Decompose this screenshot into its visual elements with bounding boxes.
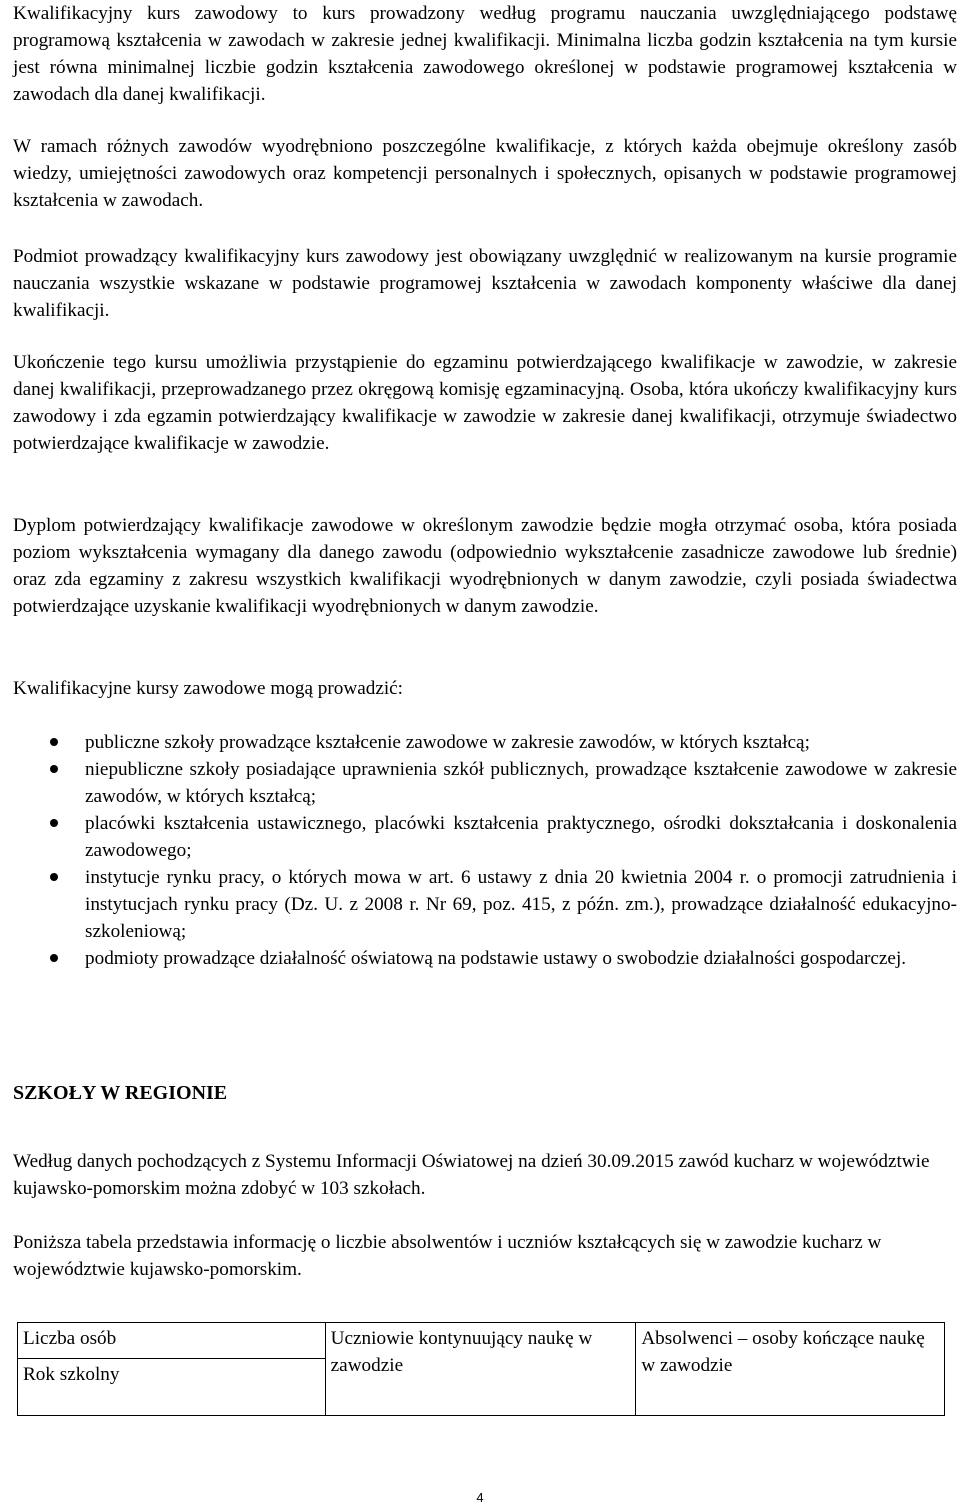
bullet-icon	[50, 819, 58, 827]
table-header-cell	[18, 1323, 326, 1416]
paragraph-providers-intro: Kwalifikacyjne kursy zawodowe mogą prowadzić:	[13, 678, 404, 699]
table-header-year: Rok szkolny	[18, 1358, 325, 1413]
bullet-icon	[50, 738, 58, 746]
list-item-text: instytucje rynku pracy, o których mowa w art. 6 ustawy z dnia 20 kwietnia 2004 r. o promocji zatrudnienia i instytucjach rynku pracy (Dz. U. z 2008 r. Nr 69, poz. 415, z późn. zm.), prowadzące działalność edukacyjno-szkoleniową;	[85, 867, 957, 942]
bullet-icon	[50, 873, 58, 881]
table-header-graduates: Absolwenci – osoby kończące naukę w zawodzie	[636, 1323, 945, 1416]
paragraph-qualifications: W ramach różnych zawodów wyodrębniono poszczególne kwalifikacje, z których każda obejmuje określony zasób wiedzy, umiejętności zawodowych oraz kompetencji personalnych i społecznych, opisanych w podstawie programowej kształcenia w zawodach.	[13, 136, 957, 211]
bullet-icon	[50, 954, 58, 962]
paragraph-table-intro: Poniższa tabela przedstawia informację o liczbie absolwentów i uczniów kształcących się w zawodzie kucharz w województwie kujawsko-pomorskim.	[13, 1232, 882, 1280]
page-number: 4	[476, 1490, 484, 1505]
students-table	[17, 1322, 945, 1416]
paragraph-schools-count: Według danych pochodzących z Systemu Informacji Oświatowej na dzień 30.09.2015 zawód kucharz w województwie kujawsko-pomorskim można zdobyć w 103 szkołach.	[13, 1151, 930, 1199]
list-item-text: publiczne szkoły prowadzące kształcenie zawodowe w zakresie zawodów, w których kształcą;	[85, 732, 810, 753]
list-item	[13, 810, 957, 864]
paragraph-exam: Ukończenie tego kursu umożliwia przystąpienie do egzaminu potwierdzającego kwalifikacje w zawodzie, w zakresie danej kwalifikacji, przeprowadzanego przez okręgową komisję egzaminacyjną. Osoba, która ukończy kwalifikacyjny kurs zawodowy i zda egzamin potwierdzający kwalifikacje w zawodzie w zakresie danej kwalifikacji, otrzymuje świadectwo potwierdzające kwalifikacje w zawodzie.	[13, 352, 957, 454]
list-item-text: niepubliczne szkoły posiadające uprawnienia szkół publicznych, prowadzące kształcenie zawodowe w zakresie zawodów, w których kształcą;	[85, 759, 957, 807]
list-item-text: placówki kształcenia ustawicznego, placówki kształcenia praktycznego, ośrodki dokształcania i doskonalenia zawodowego;	[85, 813, 957, 861]
paragraph-diploma: Dyplom potwierdzający kwalifikacje zawodowe w określonym zawodzie będzie mogła otrzymać osoba, która posiada poziom wykształcenia wymagany dla danego zawodu (odpowiednio wykształcenie zasadnicze zawodowe lub średnie) oraz zda egzaminy z zakresu wszystkich kwalifikacji wyodrębnionych w danym zawodzie, czyli posiada świadectwa potwierdzające uzyskanie kwalifikacji wyodrębnionych w danym zawodzie.	[13, 515, 957, 617]
list-item	[13, 756, 957, 810]
paragraph-course-provider: Podmiot prowadzący kwalifikacyjny kurs zawodowy jest obowiązany uwzględnić w realizowanym na kursie programie nauczania wszystkie wskazane w podstawie programowej kształcenia w zawodach komponenty właściwe dla danej kwalifikacji.	[13, 246, 957, 321]
list-item-text: podmioty prowadzące działalność oświatową na podstawie ustawy o swobodzie działalności gospodarczej.	[85, 948, 907, 969]
table-header-count: Liczba osób	[23, 1328, 117, 1349]
list-item	[13, 945, 957, 972]
list-item	[13, 864, 957, 945]
table-header-students: Uczniowie kontynuujący naukę w zawodzie	[325, 1323, 636, 1416]
section-heading: SZKOŁY W REGIONIE	[13, 1082, 228, 1104]
table-row	[18, 1323, 945, 1416]
providers-list	[13, 729, 957, 972]
bullet-icon	[50, 765, 58, 773]
list-item	[13, 729, 957, 756]
paragraph-course-definition: Kwalifikacyjny kurs zawodowy to kurs prowadzony według programu nauczania uwzględniającego podstawę programową kształcenia w zawodach w zakresie jednej kwalifikacji. Minimalna liczba godzin kształcenia na tym kursie jest równa minimalnej liczbie godzin kształcenia zawodowego określonej w podstawie programowej kształcenia w zawodach dla danej kwalifikacji.	[13, 3, 957, 105]
